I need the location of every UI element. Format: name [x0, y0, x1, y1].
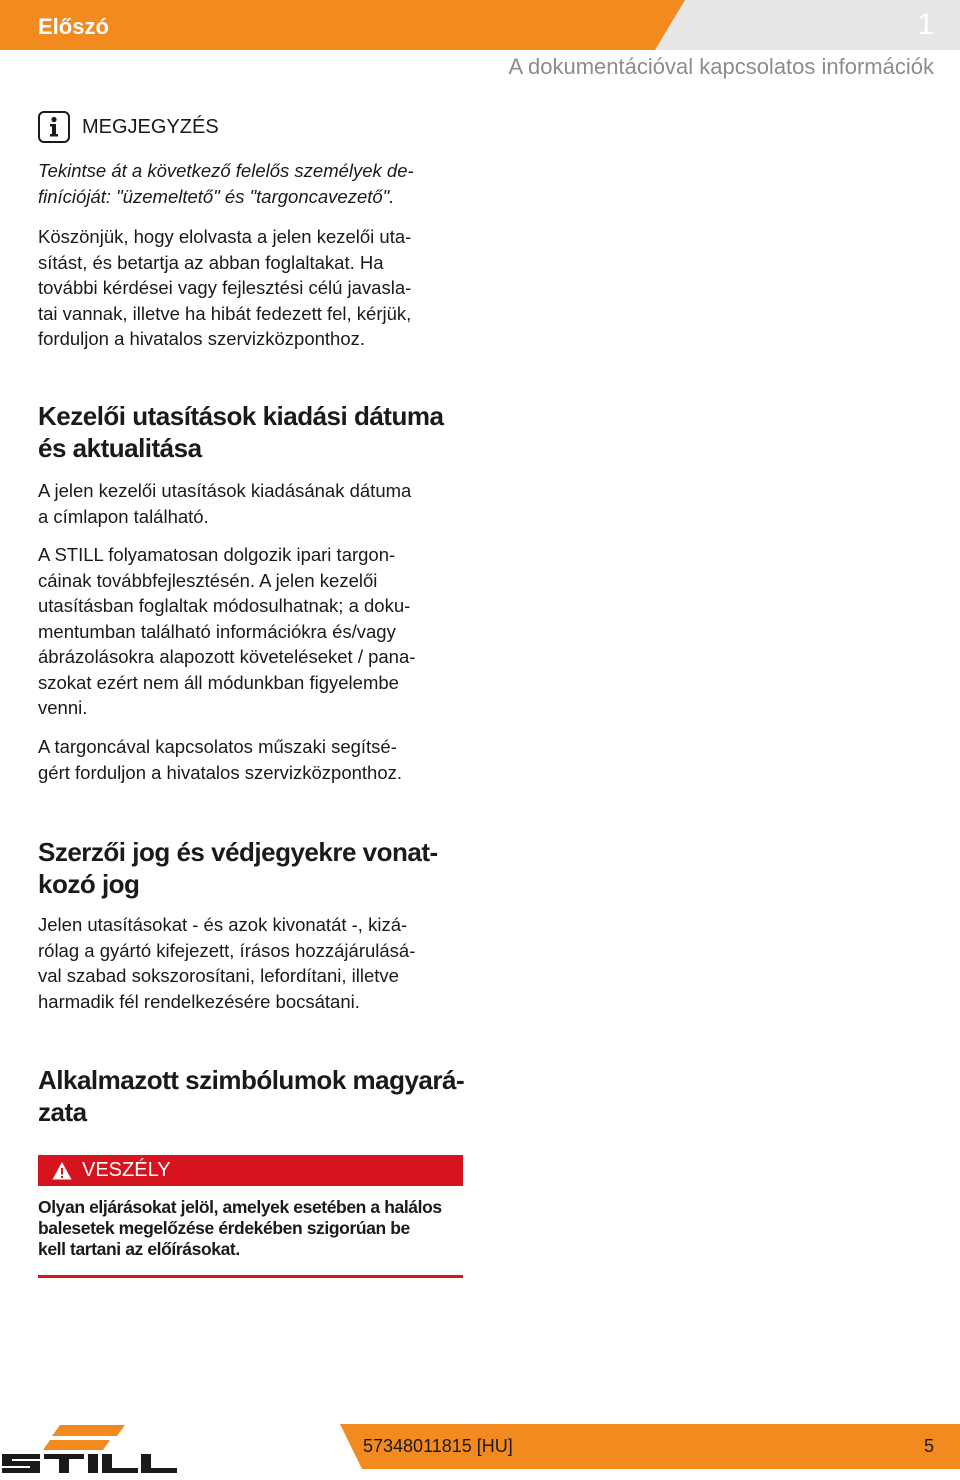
chapter-title: Előszó	[38, 14, 109, 39]
heading-line: Alkalmazott szimbólumok magyará-	[38, 1065, 465, 1095]
heading-line: Szerzői jog és védjegyekre vonat-	[38, 837, 438, 867]
release-date-paragraph	[38, 478, 468, 529]
text-line: Köszönjük, hogy elolvasta a jelen kezelői uta-	[38, 226, 412, 247]
danger-label: VESZÉLY	[82, 1159, 171, 1181]
text-line: rólag a gyártó kifejezett, írásos hozzájárulásá-	[38, 939, 416, 961]
heading-line: Kezelői utasítások kiadási dátuma	[38, 401, 444, 431]
heading-line: zata	[38, 1097, 87, 1127]
heading-line: és aktualitása	[38, 433, 202, 463]
warning-triangle-icon	[52, 1161, 72, 1181]
text-line: ábrázolásokra alapozott követeléseket / pana-	[38, 646, 416, 667]
technical-support-paragraph	[38, 734, 468, 785]
note-label: MEGJEGYZÉS	[82, 115, 219, 138]
heading-line: kozó jog	[38, 869, 140, 899]
text-line: a címlapon található.	[38, 505, 209, 527]
intro-paragraph	[38, 224, 468, 352]
note-text	[38, 158, 468, 209]
text-line: sítást, és betartja az abban foglaltakat. Ha	[38, 251, 384, 273]
section-heading-copyright	[38, 836, 468, 900]
text-line: további kérdései vagy fejlesztési célú javasla-	[38, 277, 412, 298]
text-line: szokat ezért nem áll módunkban figyelembe	[38, 671, 399, 693]
text-line: A STILL folyamatosan dolgozik ipari targon-	[38, 544, 396, 565]
text-line: harmadik fél rendelkezésére bocsátani.	[38, 990, 360, 1012]
development-paragraph	[38, 542, 468, 721]
note-line: finícióját: "üzemeltető" és "targoncavezető".	[38, 185, 395, 207]
header-grey-panel	[655, 0, 960, 50]
note-header	[38, 108, 219, 146]
still-logo	[0, 1420, 180, 1475]
text-line: tai vannak, illetve ha hibát fedezett fel, kérjük,	[38, 302, 412, 324]
text-line: utasításban foglaltak módosulhatnak; a doku-	[38, 595, 411, 616]
section-heading-symbols	[38, 1064, 468, 1128]
text-line: venni.	[38, 697, 88, 718]
danger-text	[38, 1197, 468, 1260]
danger-divider	[38, 1275, 463, 1278]
page-number: 5	[923, 1436, 934, 1456]
copyright-paragraph	[38, 912, 468, 1014]
chapter-number: 1	[917, 8, 934, 41]
text-line: A jelen kezelői utasítások kiadásának dátuma	[38, 480, 412, 501]
text-line: gért forduljon a hivatalos szervizközponthoz.	[38, 761, 403, 783]
section-subtitle: A dokumentációval kapcsolatos információk	[508, 54, 934, 79]
text-line: balesetek megelőzése érdekében szigorúan be	[38, 1218, 410, 1238]
section-heading-release-date	[38, 400, 468, 464]
text-line: kell tartani az előírásokat.	[38, 1239, 240, 1259]
text-line: Jelen utasításokat - és azok kivonatát -, kizá-	[38, 914, 408, 935]
text-line: mentumban található információkra és/vagy	[38, 620, 396, 642]
info-icon	[38, 111, 70, 143]
text-line: cáinak továbbfejlesztésén. A jelen kezelői	[38, 569, 378, 591]
note-line: Tekintse át a következő felelős személyek de-	[38, 160, 414, 181]
text-line: Olyan eljárásokat jelöl, amelyek esetében a halálos	[38, 1197, 442, 1217]
text-line: forduljon a hivatalos szervizközponthoz.	[38, 328, 366, 349]
text-line: A targoncával kapcsolatos műszaki segítsé-	[38, 736, 397, 757]
text-line: val szabad sokszorosítani, lefordítani, illetve	[38, 965, 399, 986]
document-number: 57348011815 [HU]	[363, 1436, 513, 1456]
danger-banner	[38, 1155, 463, 1186]
